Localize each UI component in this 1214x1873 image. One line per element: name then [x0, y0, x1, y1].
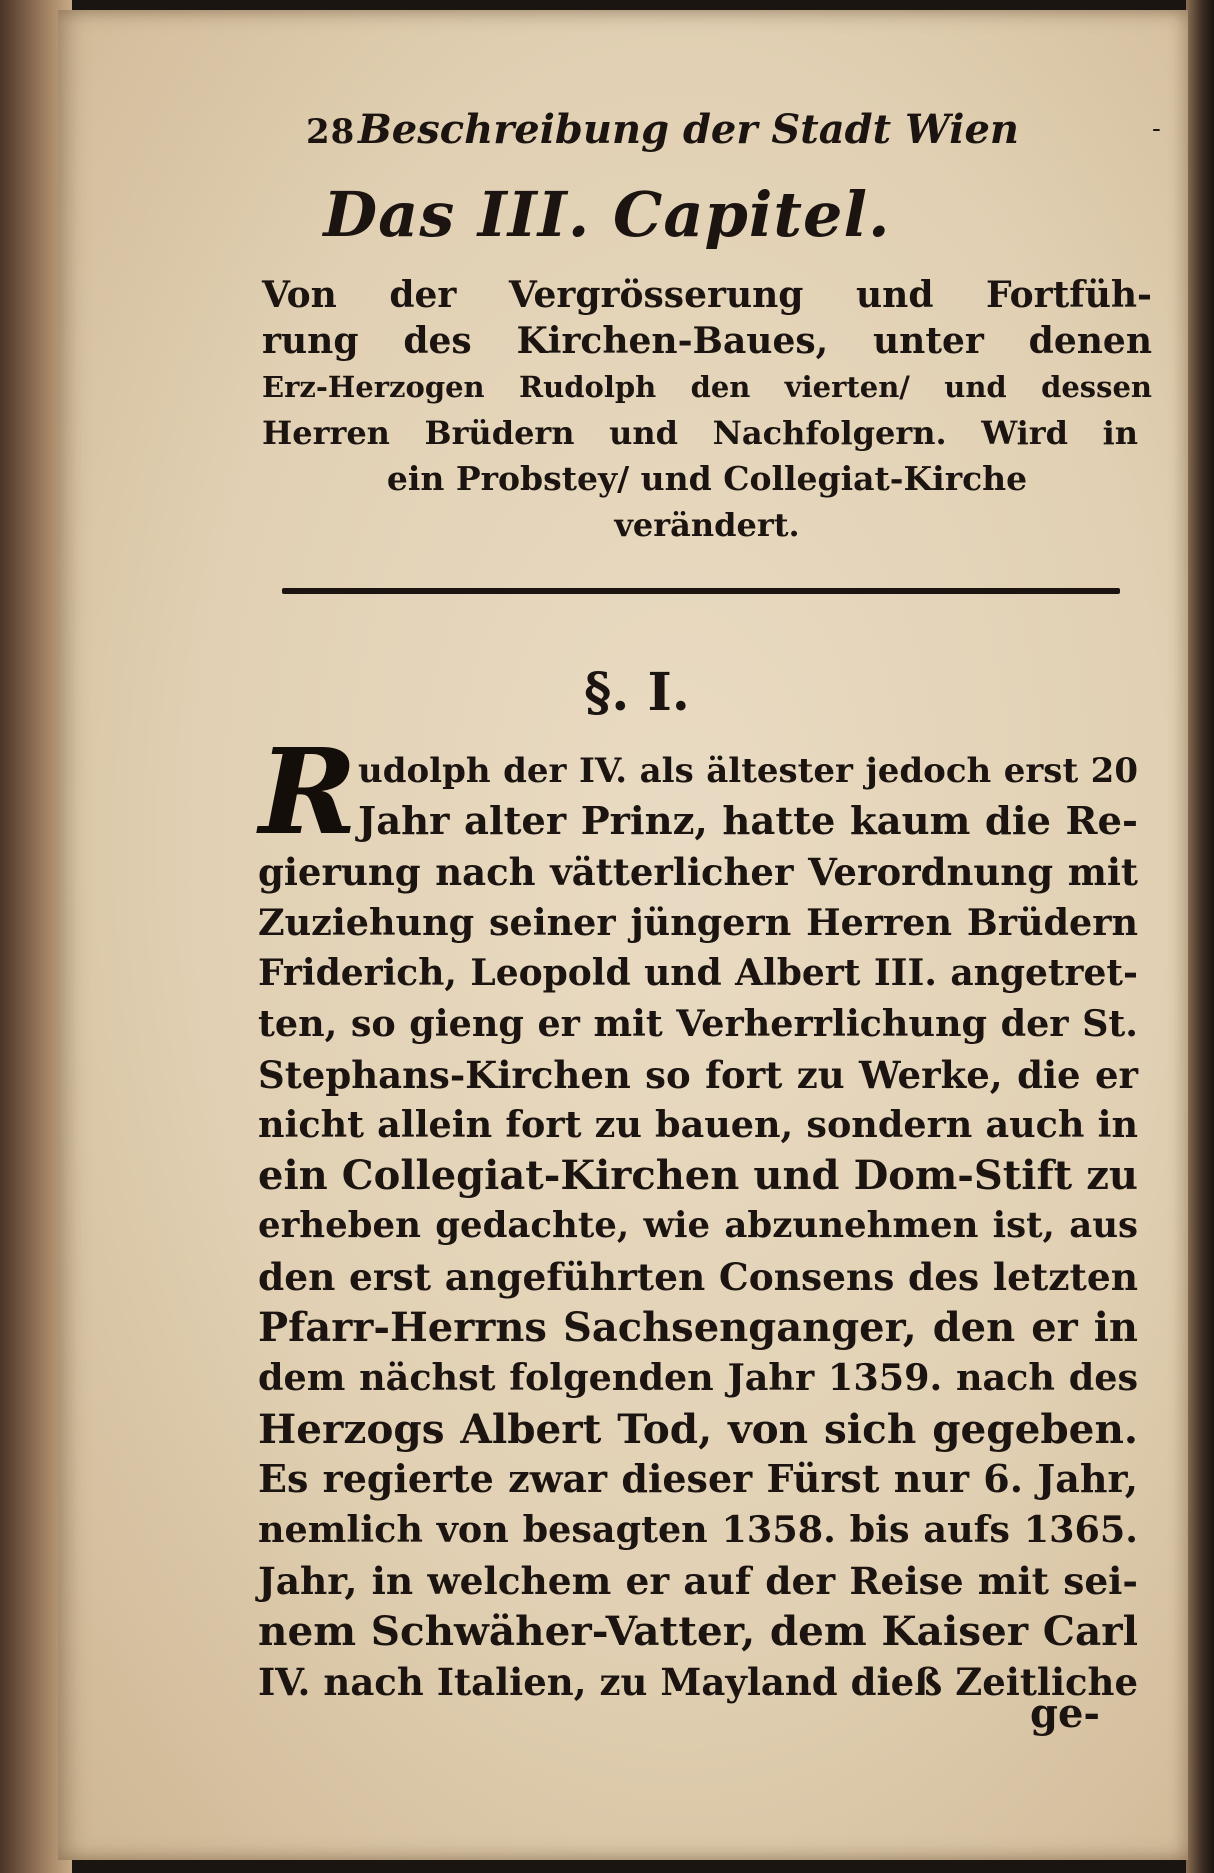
catchword: ge- [1030, 1690, 1101, 1737]
text-line: erheben gedachte, wie abzunehmen ist, aus [258, 1205, 1138, 1247]
header-mark: - [1152, 114, 1161, 144]
text-line: udolph der IV. als ältester jedoch erst 20 [358, 751, 1138, 791]
text-line: Stephans-Kirchen so fort zu Werke, die er [258, 1052, 1138, 1097]
drop-initial: R [258, 722, 358, 861]
summary-line: Herren Brüdern und Nachfolgern. Wird in [262, 414, 1138, 452]
text-line: Friderich, Leopold und Albert III. angetret- [258, 952, 1138, 995]
chapter-title: Das III. Capitel. [323, 178, 891, 251]
summary-line: verändert. [614, 506, 800, 544]
text-line: Jahr, in welchem er auf der Reise mit sei- [258, 1558, 1138, 1603]
running-title: Beschreibung der Stadt Wien [358, 106, 1019, 153]
text-line: IV. nach Italien, zu Mayland dieß Zeitliche [258, 1659, 1138, 1704]
body-text [258, 746, 1138, 1707]
text-line: nem Schwäher-Vatter, dem Kaiser Carl [258, 1607, 1138, 1656]
text-line: den erst angeführten Consens des letzten [258, 1254, 1138, 1299]
text-line: gierung nach vätterlicher Verordnung mit [258, 850, 1138, 895]
text-line: Jahr alter Prinz, hatte kaum die Re- [358, 798, 1138, 844]
chapter-summary [262, 272, 1152, 548]
summary-line: ein Probstey/ und Collegiat-Kirche [386, 459, 1028, 498]
page-number: 28 [306, 112, 356, 152]
summary-line: Von der Vergrösserung und Fortfüh- [262, 274, 1152, 316]
text-line: ten, so gieng er mit Verherrlichung der St. [258, 1001, 1138, 1045]
horizontal-rule [282, 588, 1120, 594]
text-line: nemlich von besagten 1358. bis aufs 1365. [258, 1507, 1138, 1551]
page-header [250, 92, 1161, 153]
text-line: nicht allein fort zu bauen, sondern auch in [258, 1103, 1138, 1147]
summary-line: rung des Kirchen-Baues, unter denen [262, 320, 1152, 362]
text-line: Pfarr-Herrns Sachsenganger, den er in [258, 1303, 1138, 1351]
text-line: Zuziehung seiner jüngern Herren Brüdern [258, 900, 1138, 944]
text-line: dem nächst folgenden Jahr 1359. nach des [258, 1356, 1138, 1400]
text-line: ein Collegiat-Kirchen und Dom-Stift zu [258, 1151, 1138, 1199]
summary-line: Erz-Herzogen Rudolph den vierten/ und dessen [262, 370, 1152, 404]
book-edge-right [1186, 0, 1214, 1873]
text-line: Herzogs Albert Tod, von sich gegeben. [258, 1404, 1138, 1453]
section-heading: §. I. [584, 662, 690, 723]
text-line: Es regierte zwar dieser Fürst nur 6. Jahr, [258, 1456, 1138, 1502]
